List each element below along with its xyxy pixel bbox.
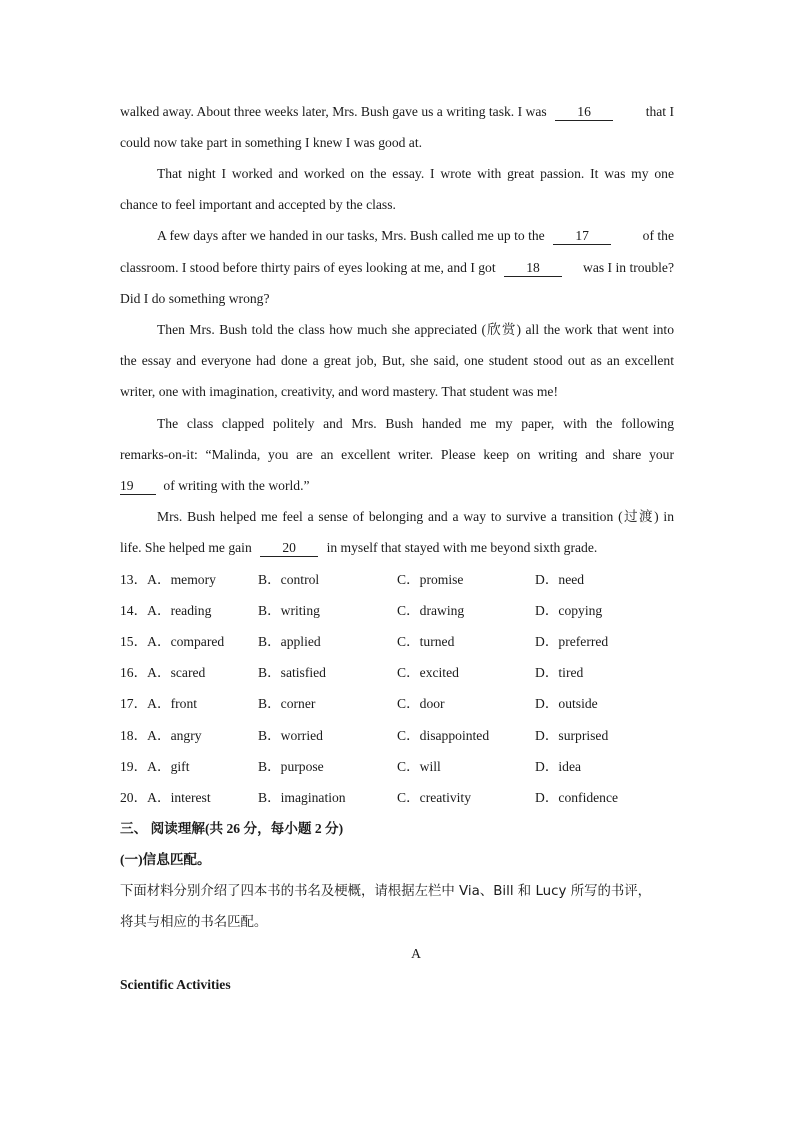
passage-line: [120, 476, 674, 496]
option-c: C．excited: [397, 665, 459, 680]
option-row-18: [120, 726, 680, 746]
option-d: D．confidence: [535, 790, 619, 805]
passage-text: life. She helped me gain: [120, 540, 252, 555]
instruction-text: 将其与相应的书名匹配。: [120, 915, 268, 930]
option-b: B．worried: [258, 728, 323, 743]
option-a: 14．A．reading: [120, 603, 212, 618]
option-b: B．control: [258, 572, 320, 587]
passage-line: could now take part in something I knew I was good at.: [120, 135, 423, 150]
passage-text: classroom. I stood before thirty pairs of eyes looking at me, and I got: [120, 260, 496, 275]
option-d: D．need: [535, 572, 585, 587]
option-row-19: [120, 757, 680, 777]
passage-line: remarks-on-it: “Malinda, you are an excellent writer. Please keep on writing and share your: [120, 447, 674, 462]
blank-19: 19: [120, 478, 156, 495]
option-a: 16．A．scared: [120, 665, 206, 680]
option-row-14: [120, 601, 680, 621]
passage-line: the essay and everyone had done a great job, But, she said, one student stood out as an excellent: [120, 353, 674, 368]
passage-line: The class clapped politely and Mrs. Bush handed me my paper, with the following: [157, 416, 674, 431]
option-a: 20．A．interest: [120, 790, 211, 805]
option-a: 19．A．gift: [120, 759, 190, 774]
passage-line: Mrs. Bush helped me feel a sense of belonging and a way to survive a transition (过渡) in: [157, 509, 674, 524]
option-d: D．surprised: [535, 728, 609, 743]
blank-17: 17: [553, 228, 611, 245]
passage-line: chance to feel important and accepted by the class.: [120, 197, 396, 212]
passage-text: walked away. About three weeks later, Mrs. Bush gave us a writing task. I was: [120, 104, 547, 119]
section-heading: 三、 阅读理解(共 26 分，每小题 2 分): [120, 821, 344, 836]
option-d: D．preferred: [535, 634, 609, 649]
option-b: B．applied: [258, 634, 321, 649]
blank-20: 20: [260, 540, 318, 557]
option-b: B．satisfied: [258, 665, 326, 680]
option-row-13: [120, 570, 680, 590]
passage-text: A few days after we handed in our tasks, Mrs. Bush called me up to the: [157, 228, 545, 243]
option-c: C．will: [397, 759, 441, 774]
option-c: C．door: [397, 696, 445, 711]
passage-line: [120, 102, 674, 122]
subsection-heading: (一)信息匹配。: [120, 852, 211, 867]
option-a: 18．A．angry: [120, 728, 202, 743]
option-c: C．creativity: [397, 790, 471, 805]
option-b: B．imagination: [258, 790, 346, 805]
option-a: 17．A．front: [120, 696, 198, 711]
passage-line: [120, 538, 674, 558]
option-a: 15．A．compared: [120, 634, 225, 649]
option-c: C．turned: [397, 634, 455, 649]
passage-line: That night I worked and worked on the essay. I wrote with great passion. It was my one: [157, 166, 674, 181]
blank-16: 16: [555, 104, 613, 121]
book-title: Scientific Activities: [120, 977, 231, 992]
passage-text: was I in trouble?: [583, 260, 674, 275]
option-b: B．writing: [258, 603, 320, 618]
passage-text: that I: [645, 104, 674, 119]
option-row-16: [120, 663, 680, 683]
option-a: 13．A．memory: [120, 572, 216, 587]
option-c: C．drawing: [397, 603, 465, 618]
passage-line: Did I do something wrong?: [120, 291, 270, 306]
option-d: D．idea: [535, 759, 582, 774]
option-b: B．corner: [258, 696, 316, 711]
passage-line: writer, one with imagination, creativity, and word mastery. That student was me!: [120, 384, 558, 399]
option-row-15: [120, 632, 680, 652]
blank-18: 18: [504, 260, 562, 277]
passage-line: [120, 258, 674, 278]
option-d: D．copying: [535, 603, 603, 618]
option-c: C．promise: [397, 572, 464, 587]
option-d: D．tired: [535, 665, 584, 680]
passage-line: Then Mrs. Bush told the class how much she appreciated (欣赏) all the work that went into: [157, 322, 674, 337]
option-d: D．outside: [535, 696, 598, 711]
option-row-20: [120, 788, 680, 808]
passage-line: [157, 226, 674, 246]
passage-text: in myself that stayed with me beyond sixth grade.: [326, 540, 598, 555]
instruction-text: 下面材料分别介绍了四本书的书名及梗概，请根据左栏中 Via、Bill 和 Lucy 所写的书评，: [120, 884, 652, 899]
option-row-17: [120, 694, 680, 714]
passage-text: of the: [642, 228, 674, 243]
option-b: B．purpose: [258, 759, 324, 774]
option-c: C．disappointed: [397, 728, 490, 743]
passage-text: of writing with the world.”: [163, 478, 310, 493]
passage-letter: A: [411, 946, 421, 961]
